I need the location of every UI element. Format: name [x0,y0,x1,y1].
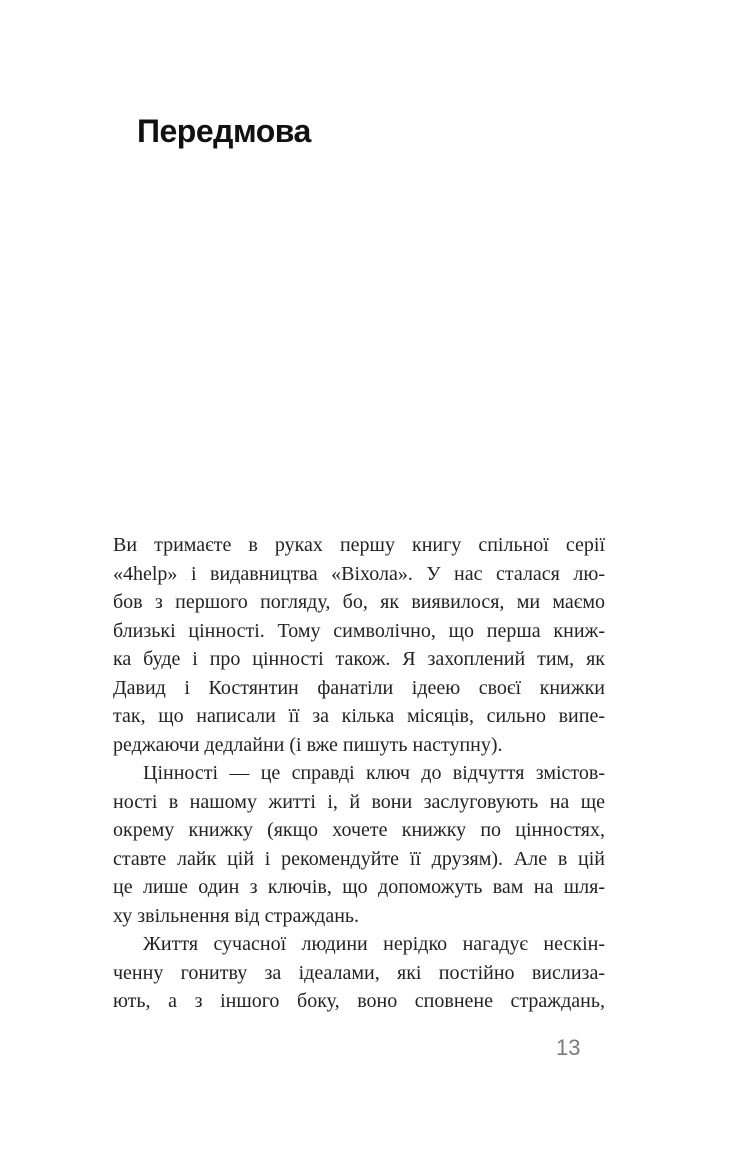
text-line: близькі цінності. Тому символічно, що перша книж- [113,619,605,642]
text-line: окрему книжку (якщо хочете книжку по цінностях, [113,819,605,841]
text-line: ху звільнення від страждань. [113,904,360,927]
text-line: ченну гонитву за ідеалами, які постійно вислиза- [113,961,605,984]
text-line: ка буде і про цінності також. Я захоплений тим, як [113,648,605,670]
text-line: реджаючи дедлайни (і вже пишуть наступну). [113,733,503,756]
text-line: ності в нашому житті і, й вони заслуговують на ще [113,790,605,813]
text-line: ють, а з іншого боку, воно сповнене страждань, [113,990,605,1012]
text-line: бов з першого погляду, бо, як виявилося, ми маємо [113,591,605,613]
text-line: це лише один з ключів, що допоможуть вам на шля- [113,876,605,898]
text-block [113,531,605,1016]
text-line: ставте лайк цій і рекомендуйте її друзям). Але в цій [113,847,605,870]
page-number: 13 [556,1035,581,1060]
chapter-heading: Передмова [137,113,311,149]
text-line: Життя сучасної людини нерідко нагадує нескін- [143,933,605,955]
text-line: Давид і Костянтин фанатіли ідеею своєї книжки [113,676,605,699]
text-line: Ви тримаєте в руках першу книгу спільної серії [113,534,605,556]
text-line: Цінності — це справді ключ до відчуття змістов- [143,762,605,784]
text-line: «4help» і видавництва «Віхола». У нас сталася лю- [113,562,605,585]
text-line: так, що написали її за кілька місяців, сильно випе- [113,705,605,727]
